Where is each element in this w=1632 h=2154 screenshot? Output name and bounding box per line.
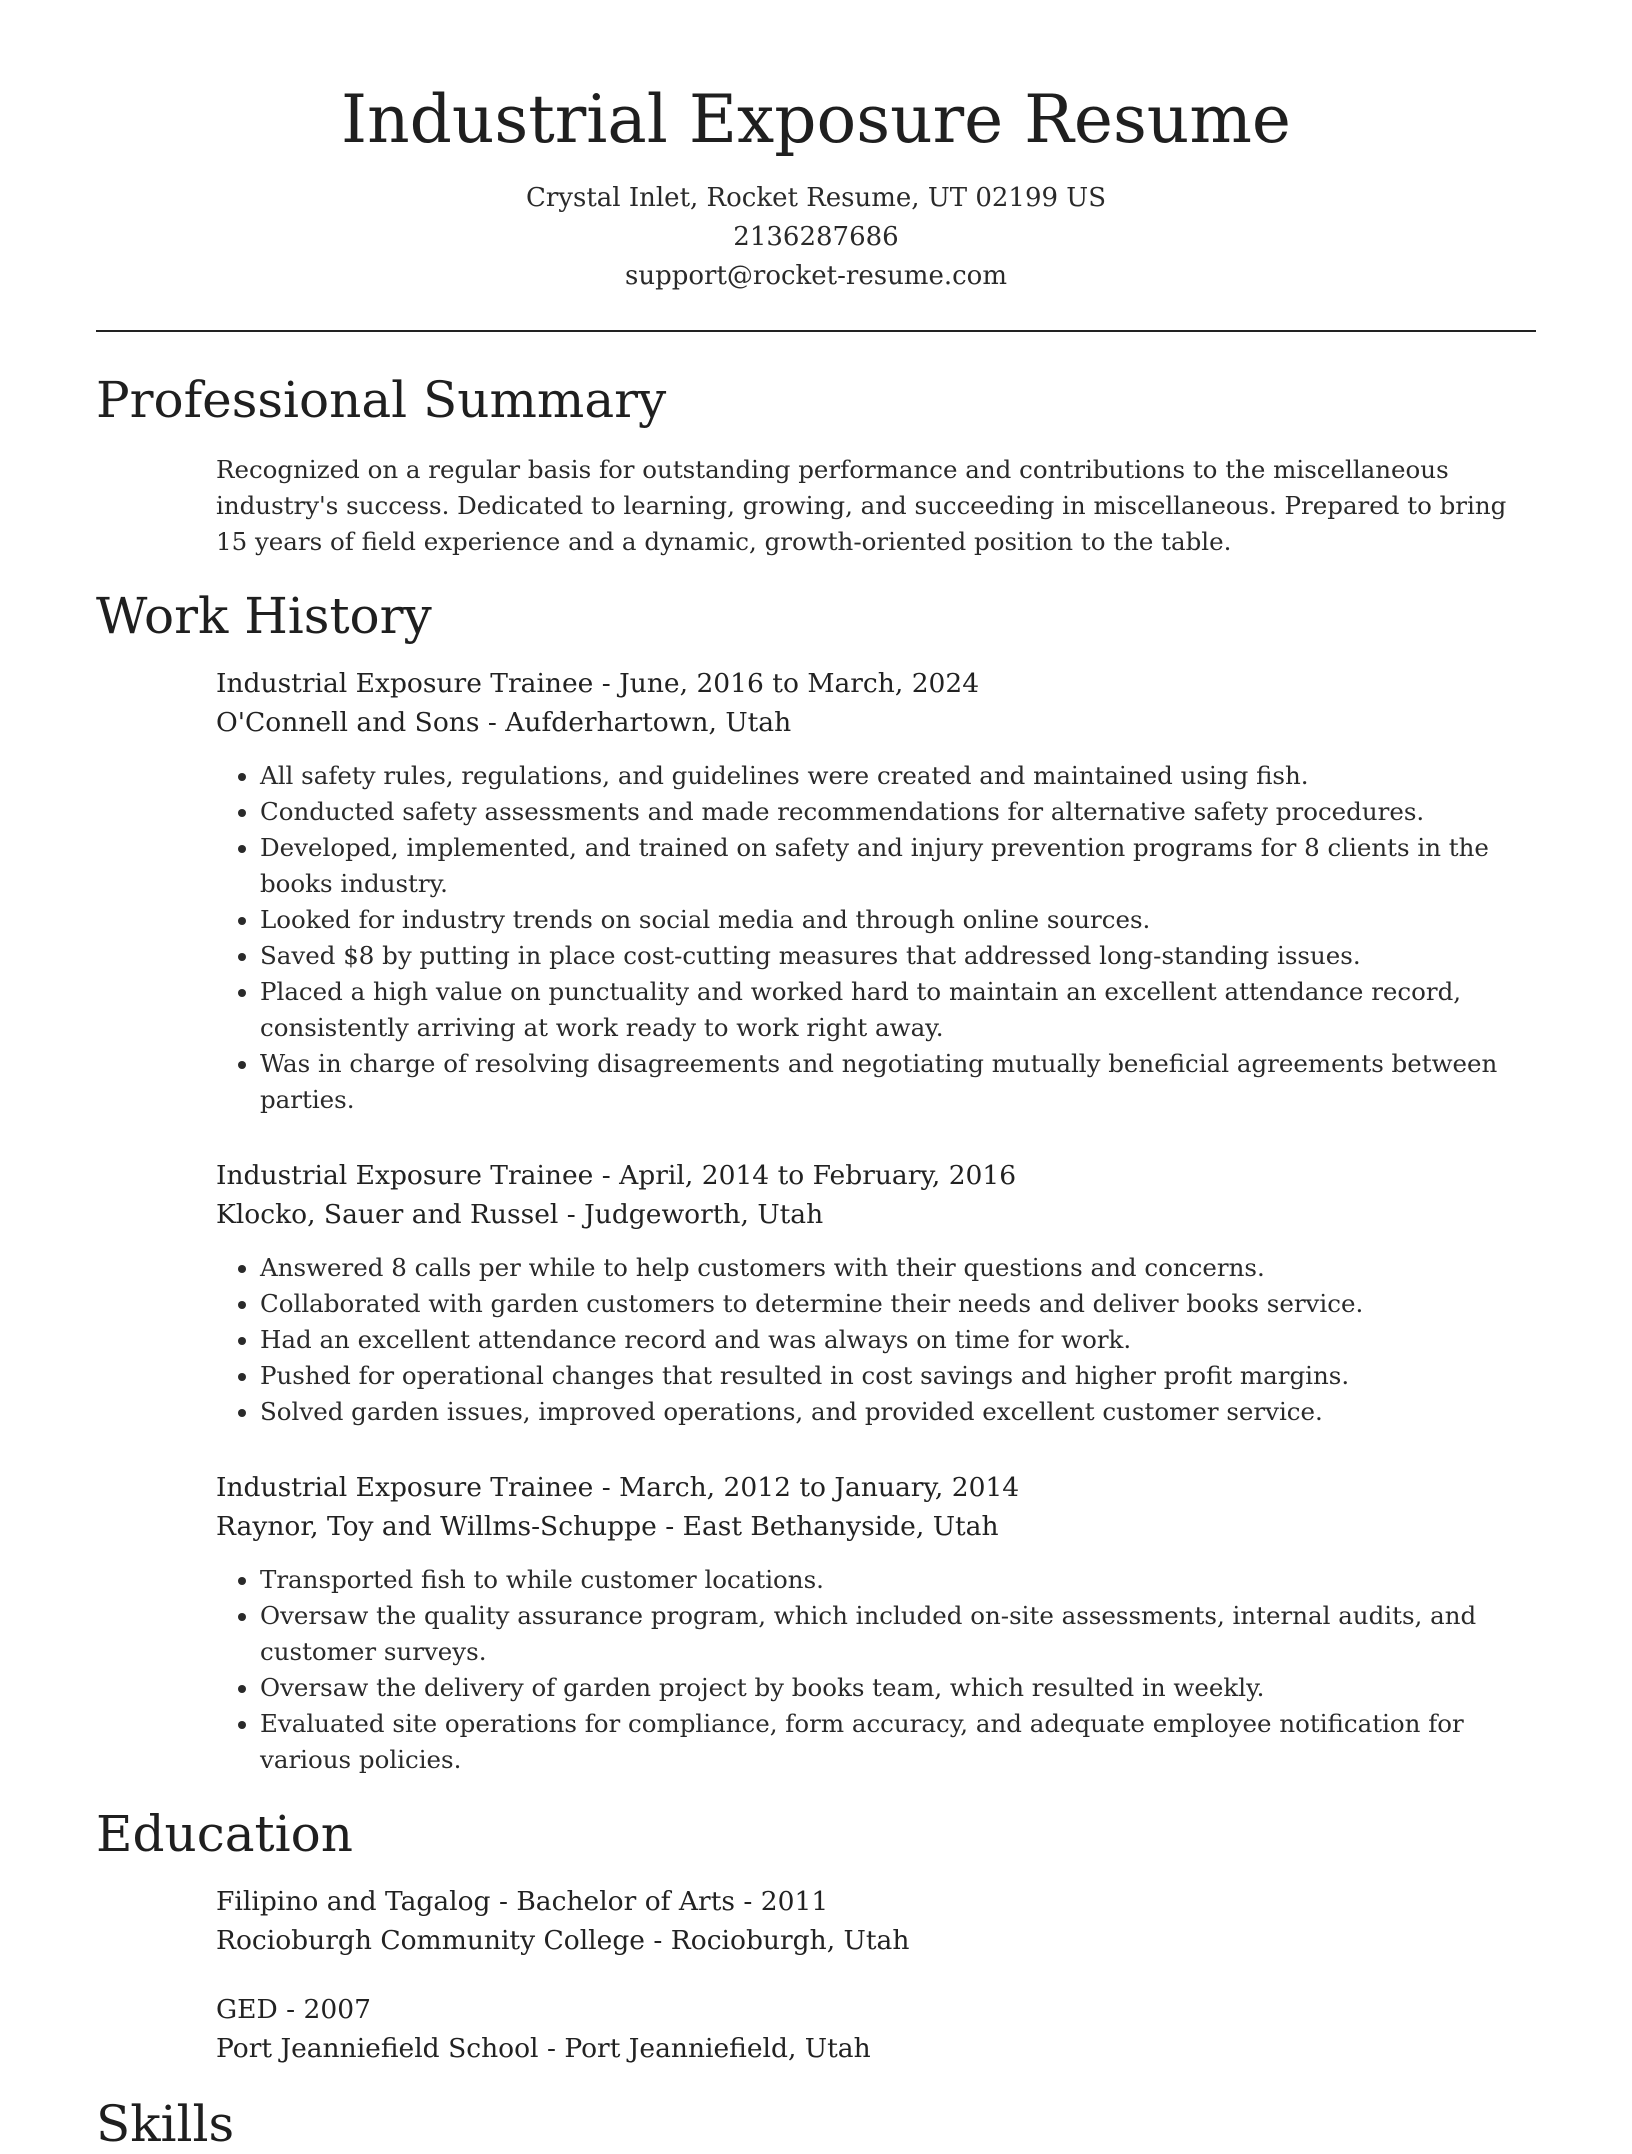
education-entry [216, 1990, 1536, 2068]
job-company-line: Raynor, Toy and Willms-Schuppe - East Bethanyside, Utah [216, 1510, 999, 1542]
job-bullet: • Answered 8 calls per while to help customers with their questions and concerns. [260, 1250, 1536, 1286]
education-school-line: Port Jeanniefield School - Port Jeanniefield, Utah [216, 2032, 871, 2064]
education-degree-line: GED - 2007 [216, 1993, 372, 2025]
work-history-heading: Work History [96, 586, 432, 645]
job-bullet: • Had an excellent attendance record and was always on time for work. [260, 1322, 1536, 1358]
summary-text: Recognized on a regular basis for outstanding performance and contributions to the miscellaneous industry's success. Dedicated to learning, growing, and succeeding in miscellaneous. Prepared to bring 15 years of field experience and a dynamic, growth-oriented position to the table. [216, 454, 1507, 556]
job-company-line: Klocko, Sauer and Russel - Judgeworth, Utah [216, 1198, 824, 1230]
job-title-line: Industrial Exposure Trainee - June, 2016 to March, 2024 [216, 667, 980, 699]
job-bullet-list [216, 1562, 1536, 1778]
job-bullet: • All safety rules, regulations, and guidelines were created and maintained using fish. [260, 758, 1536, 794]
job-bullet-list [216, 1250, 1536, 1430]
job-bullet: • Transported fish to while customer locations. [260, 1562, 1536, 1598]
job-bullet: • Conducted safety assessments and made recommendations for alternative safety procedures. [260, 794, 1536, 830]
job-title-line: Industrial Exposure Trainee - March, 2012 to January, 2014 [216, 1471, 1020, 1503]
resume-page [96, 0, 1536, 2154]
job-entry [216, 664, 1536, 1118]
summary-heading: Professional Summary [96, 370, 667, 429]
contact-address: Crystal Inlet, Rocket Resume, UT 02199 US [525, 182, 1107, 213]
job-bullet: • Saved $8 by putting in place cost-cutting measures that addressed long-standing issues. [260, 938, 1536, 974]
job-entry [216, 1468, 1536, 1778]
job-bullet: • Oversaw the delivery of garden project by books team, which resulted in weekly. [260, 1670, 1536, 1706]
job-bullet: • Collaborated with garden customers to determine their needs and deliver books service. [260, 1286, 1536, 1322]
job-bullet: • Looked for industry trends on social media and through online sources. [260, 902, 1536, 938]
resume-header [96, 0, 1536, 296]
job-bullet: • Was in charge of resolving disagreements and negotiating mutually beneficial agreements between parties. [260, 1046, 1536, 1118]
job-entry [216, 1156, 1536, 1430]
header-divider [96, 330, 1536, 332]
job-bullet: • Oversaw the quality assurance program, which included on-site assessments, internal audits, and customer surveys. [260, 1598, 1536, 1670]
education-degree-line: Filipino and Tagalog - Bachelor of Arts - 2011 [216, 1885, 829, 1917]
job-bullet: • Pushed for operational changes that resulted in cost savings and higher profit margins. [260, 1358, 1536, 1394]
education-heading: Education [96, 1804, 353, 1863]
resume-title: Industrial Exposure Resume [341, 81, 1291, 158]
job-bullet: • Developed, implemented, and trained on safety and injury prevention programs for 8 clients in the books industry. [260, 830, 1536, 902]
job-bullet: • Evaluated site operations for compliance, form accuracy, and adequate employee notification for various policies. [260, 1706, 1536, 1778]
job-bullet: • Placed a high value on punctuality and worked hard to maintain an excellent attendance record, consistently arriving at work ready to work right away. [260, 974, 1536, 1046]
education-school-line: Rocioburgh Community College - Rocioburgh, Utah [216, 1924, 910, 1956]
job-bullet: • Solved garden issues, improved operations, and provided excellent customer service. [260, 1394, 1536, 1430]
skills-heading: Skills [96, 2094, 235, 2153]
contact-email: support@rocket-resume.com [624, 260, 1007, 291]
job-company-line: O'Connell and Sons - Aufderhartown, Utah [216, 706, 792, 738]
job-bullet-list [216, 758, 1536, 1118]
job-title-line: Industrial Exposure Trainee - April, 2014 to February, 2016 [216, 1159, 1017, 1191]
contact-phone: 2136287686 [733, 221, 899, 252]
education-entry [216, 1882, 1536, 1960]
